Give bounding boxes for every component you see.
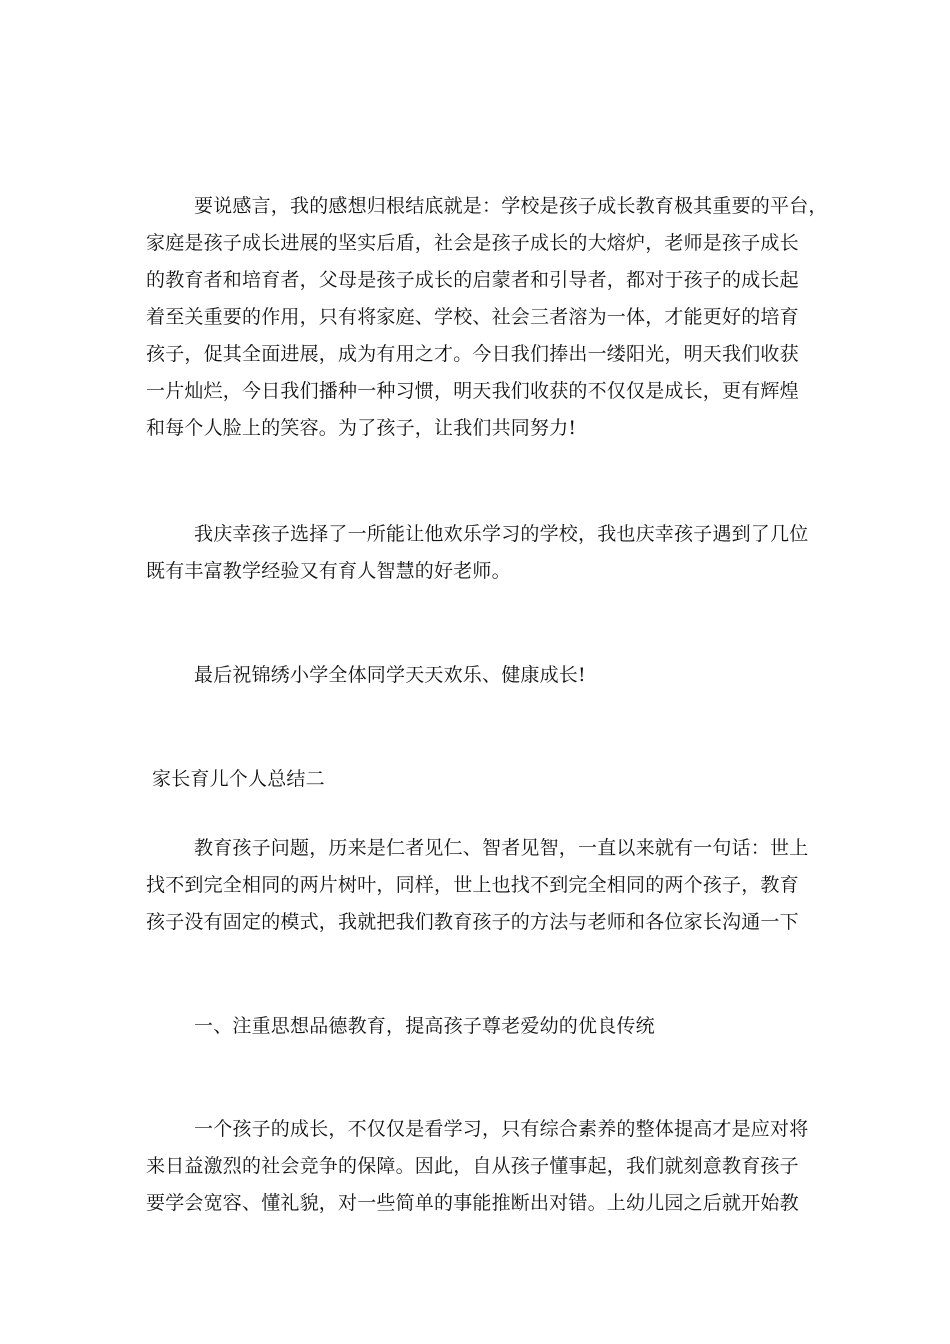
paragraph-1-line-5: 孩子，促其全面进展，成为有用之才。今日我们捧出一缕阳光，明天我们收获 (146, 343, 799, 365)
section-title: 家长育儿个人总结二 (152, 768, 325, 790)
paragraph-4-line-2: 找不到完全相同的两片树叶，同样，世上也找不到完全相同的两个孩子，教育 (146, 874, 799, 896)
paragraph-4-line-3: 孩子没有固定的模式，我就把我们教育孩子的方法与老师和各位家长沟通一下 (146, 911, 799, 933)
paragraph-5-line-3: 要学会宽容、懂礼貌，对一些简单的事能推断出对错。上幼儿园之后就开始教 (146, 1192, 799, 1214)
paragraph-1-line-1: 要说感言，我的感想归根结底就是：学校是孩子成长教育极其重要的平台， (194, 195, 828, 217)
paragraph-2-line-1: 我庆幸孩子选择了一所能让他欢乐学习的学校，我也庆幸孩子遇到了几位 (194, 523, 809, 545)
paragraph-1-line-4: 着至关重要的作用，只有将家庭、学校、社会三者溶为一体，才能更好的培育 (146, 306, 799, 328)
paragraph-1-line-6: 一片灿烂，今日我们播种一种习惯，明天我们收获的不仅仅是成长，更有辉煌 (146, 380, 799, 402)
paragraph-5-line-2: 来日益激烈的社会竞争的保障。因此，自从孩子懂事起，我们就刻意教育孩子 (146, 1155, 799, 1177)
paragraph-5-line-1: 一个孩子的成长，不仅仅是看学习，只有综合素养的整体提高才是应对将 (194, 1118, 809, 1140)
paragraph-4-line-1: 教育孩子问题，历来是仁者见仁、智者见智，一直以来就有一句话：世上 (194, 837, 809, 859)
paragraph-3-line-1: 最后祝锦绣小学全体同学天天欢乐、健康成长! (194, 664, 586, 686)
paragraph-1-line-7: 和每个人脸上的笑容。为了孩子，让我们共同努力! (146, 417, 577, 439)
subheading-1: 一、注重思想品德教育，提高孩子尊老爱幼的优良传统 (194, 1015, 655, 1037)
paragraph-1-line-3: 的教育者和培育者，父母是孩子成长的启蒙者和引导者，都对于孩子的成长起 (146, 269, 799, 291)
paragraph-2-line-2: 既有丰富教学经验又有育人智慧的好老师。 (146, 560, 511, 582)
paragraph-1-line-2: 家庭是孩子成长进展的坚实后盾，社会是孩子成长的大熔炉，老师是孩子成长 (146, 232, 799, 254)
